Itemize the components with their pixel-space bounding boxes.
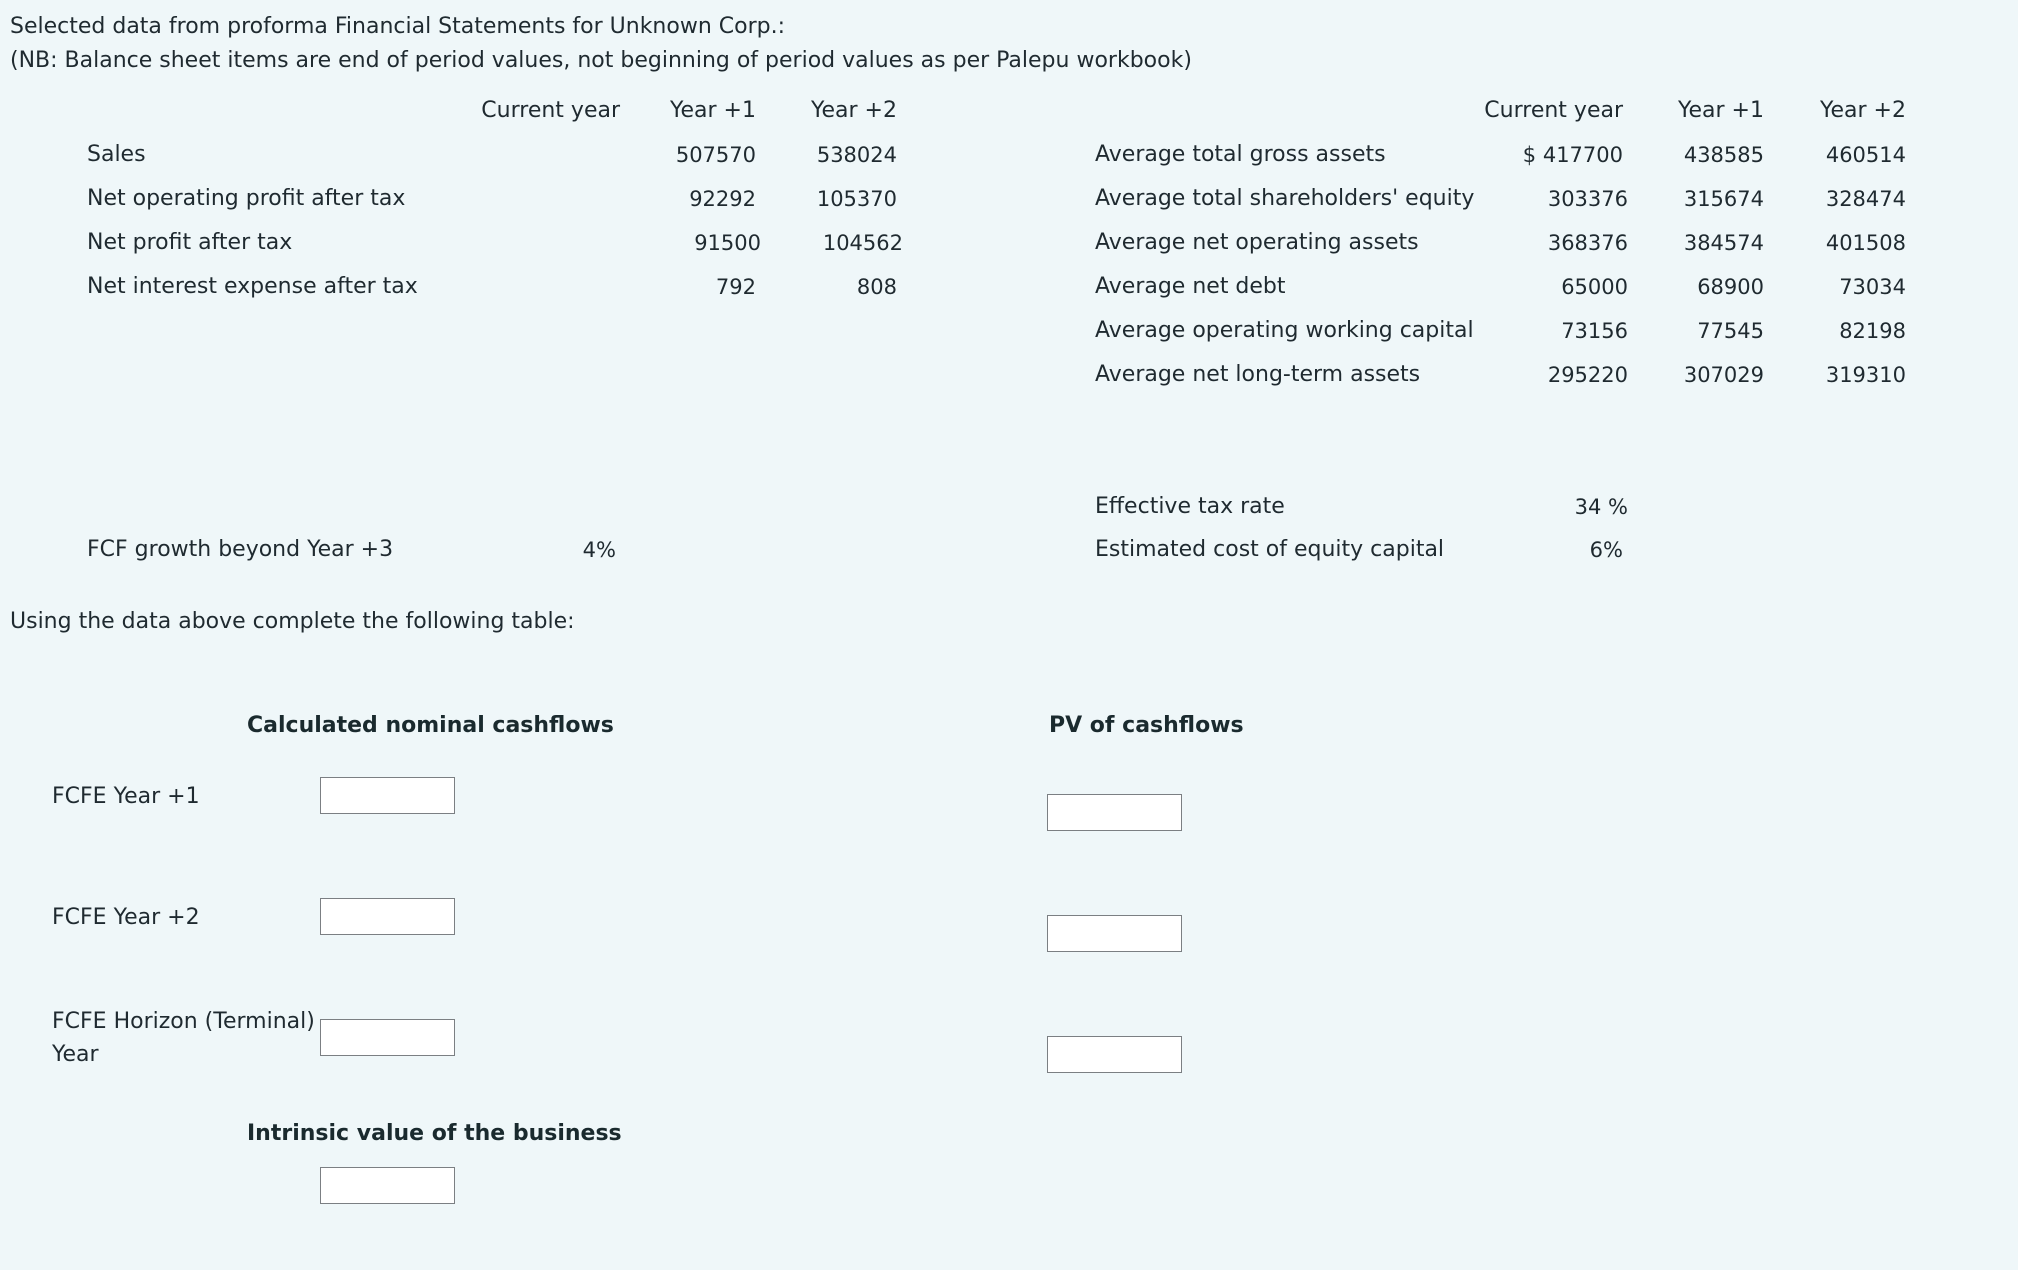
intrinsic-value-heading: Intrinsic value of the business: [247, 1121, 622, 1146]
right-header-current-year: Current year: [1484, 98, 1623, 123]
row-value-current: 295220: [1547, 363, 1628, 387]
intro-line-1: Selected data from proforma Financial Statements for Unknown Corp.:: [10, 14, 786, 39]
fcfe-horizon-label-line-1: FCFE Horizon (Terminal): [52, 1009, 315, 1034]
row-value-current: 303376: [1547, 187, 1628, 211]
row-value-year-2: 538024: [816, 143, 897, 167]
row-value-year-1: 384574: [1683, 231, 1764, 255]
row-value-year-2: 73034: [1839, 275, 1906, 299]
row-label: Net operating profit after tax: [87, 186, 406, 211]
row-label: Sales: [87, 142, 146, 167]
row-value-current: $ 417700: [1522, 143, 1623, 167]
cost-of-equity-value: 6%: [1589, 538, 1623, 562]
left-header-current-year: Current year: [481, 98, 620, 123]
fcfe-year-1-pv-input[interactable]: [1047, 794, 1182, 831]
row-value-year-1: 792: [715, 275, 756, 299]
fcf-growth-label: FCF growth beyond Year +3: [87, 537, 394, 562]
fcfe-horizon-nominal-input[interactable]: [320, 1019, 455, 1056]
row-label: Net interest expense after tax: [87, 274, 418, 299]
fcfe-year-2-label: FCFE Year +2: [52, 905, 200, 930]
fcfe-year-2-pv-input[interactable]: [1047, 915, 1182, 952]
row-label: Average net operating assets: [1095, 230, 1419, 255]
row-value-year-2: 82198: [1839, 319, 1906, 343]
row-label: Net profit after tax: [87, 230, 293, 255]
row-value-year-1: 77545: [1697, 319, 1764, 343]
intro-line-2: (NB: Balance sheet items are end of period values, not beginning of period values as per Palepu workbook): [10, 48, 1192, 73]
fcfe-year-1-nominal-input[interactable]: [320, 777, 455, 814]
row-value-year-2: 105370: [816, 187, 897, 211]
right-header-year-1: Year +1: [1677, 98, 1764, 123]
row-value-current: 73156: [1561, 319, 1628, 343]
row-value-year-1: 307029: [1683, 363, 1764, 387]
fcfe-year-2-nominal-input[interactable]: [320, 898, 455, 935]
row-value-current: 65000: [1561, 275, 1628, 299]
row-value-year-1: 315674: [1683, 187, 1764, 211]
tax-rate-label: Effective tax rate: [1095, 494, 1285, 519]
row-label: Average operating working capital: [1095, 318, 1474, 343]
fcfe-year-1-label: FCFE Year +1: [52, 784, 200, 809]
row-value-year-2: 460514: [1825, 143, 1906, 167]
row-value-year-1: 507570: [675, 143, 756, 167]
row-value-year-2: 104562: [822, 231, 903, 255]
left-header-year-2: Year +2: [810, 98, 897, 123]
row-label: Average total gross assets: [1095, 142, 1386, 167]
fcfe-horizon-pv-input[interactable]: [1047, 1036, 1182, 1073]
row-value-year-1: 438585: [1683, 143, 1764, 167]
intrinsic-value-input[interactable]: [320, 1167, 455, 1204]
row-value-year-2: 328474: [1825, 187, 1906, 211]
fcfe-horizon-label-line-2: Year: [52, 1042, 99, 1067]
row-value-year-1: 92292: [689, 187, 756, 211]
cost-of-equity-label: Estimated cost of equity capital: [1095, 537, 1445, 562]
nominal-cashflows-heading: Calculated nominal cashflows: [247, 713, 614, 738]
row-value-year-2: 808: [856, 275, 897, 299]
row-label: Average net debt: [1095, 274, 1286, 299]
tax-rate-value: 34 %: [1574, 495, 1628, 519]
row-value-year-2: 319310: [1825, 363, 1906, 387]
instruction-text: Using the data above complete the following table:: [10, 609, 575, 634]
right-header-year-2: Year +2: [1819, 98, 1906, 123]
row-value-current: 368376: [1547, 231, 1628, 255]
left-header-year-1: Year +1: [669, 98, 756, 123]
row-value-year-1: 91500: [694, 231, 761, 255]
fcf-growth-value: 4%: [582, 538, 616, 562]
row-label: Average net long-term assets: [1095, 362, 1421, 387]
row-value-year-2: 401508: [1825, 231, 1906, 255]
row-value-year-1: 68900: [1697, 275, 1764, 299]
row-label: Average total shareholders' equity: [1095, 186, 1475, 211]
pv-cashflows-heading: PV of cashflows: [1049, 713, 1244, 738]
